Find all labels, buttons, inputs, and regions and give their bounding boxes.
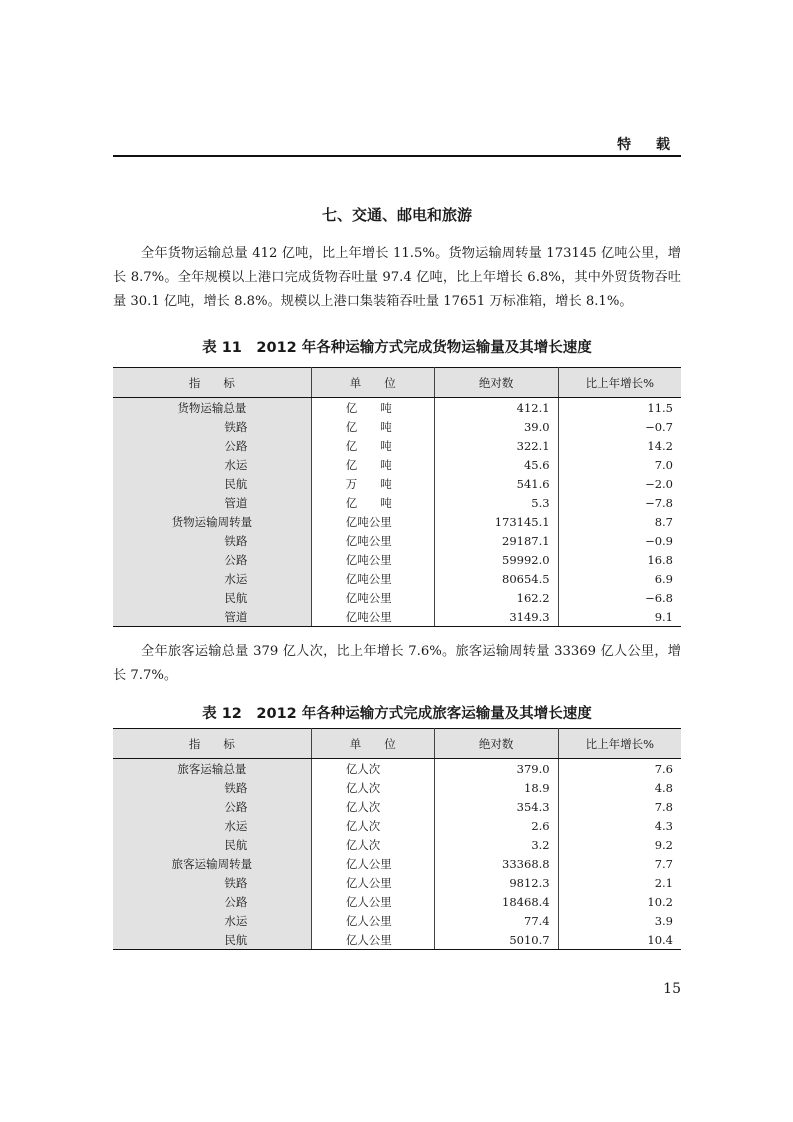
row-absolute-value: 29187.1 bbox=[434, 531, 558, 550]
header-unit: 单 位 bbox=[311, 729, 434, 759]
row-absolute-value: 9812.3 bbox=[434, 873, 558, 892]
row-unit: 亿吨公里 bbox=[311, 531, 434, 550]
row-name: 水运 bbox=[224, 457, 248, 472]
row-name-cell bbox=[113, 417, 311, 436]
paragraph-passenger: 全年旅客运输总量 379 亿人次，比上年增长 7.6%。旅客运输周转量 33369 亿人公里，增长 7.7%。 bbox=[113, 644, 681, 683]
row-unit: 亿吨公里 bbox=[311, 607, 434, 627]
table-row bbox=[113, 569, 681, 588]
section-title: 七、交通、邮电和旅游 bbox=[321, 206, 472, 224]
row-growth-rate: 7.0 bbox=[654, 457, 673, 472]
table-row bbox=[113, 778, 681, 797]
row-growth-rate: 9.1 bbox=[558, 607, 681, 627]
row-name-cell bbox=[113, 607, 311, 627]
row-unit: 亿 吨 bbox=[311, 436, 434, 455]
row-growth-rate: −0.9 bbox=[645, 533, 673, 548]
row-unit: 亿人次 bbox=[311, 816, 434, 835]
row-absolute-value: 2.6 bbox=[434, 816, 558, 835]
row-name-cell bbox=[113, 930, 311, 950]
row-absolute-value: 322.1 bbox=[434, 436, 558, 455]
row-name: 旅客运输周转量 bbox=[171, 856, 253, 871]
row-unit: 亿吨公里 bbox=[311, 512, 434, 531]
table-row bbox=[113, 417, 681, 436]
row-absolute-value: 39.0 bbox=[434, 417, 558, 436]
header-absolute: 绝对数 bbox=[434, 729, 558, 759]
row-growth-rate: −7.8 bbox=[645, 495, 673, 510]
row-name-cell bbox=[113, 911, 311, 930]
row-name: 铁路 bbox=[224, 875, 248, 890]
table-row bbox=[113, 550, 681, 569]
row-absolute-value: 5010.7 bbox=[434, 930, 558, 950]
row-name-cell bbox=[113, 797, 311, 816]
row-growth-rate: 11.5 bbox=[647, 400, 673, 415]
row-name-cell bbox=[113, 778, 311, 797]
row-growth-rate: 16.8 bbox=[647, 552, 673, 567]
row-unit: 亿人公里 bbox=[311, 930, 434, 950]
row-unit: 亿人次 bbox=[311, 797, 434, 816]
table-row bbox=[113, 835, 681, 854]
table-row bbox=[113, 455, 681, 474]
row-unit: 亿人次 bbox=[311, 835, 434, 854]
row-name-cell bbox=[113, 892, 311, 911]
row-name-cell bbox=[113, 759, 311, 779]
row-growth-rate: 4.3 bbox=[654, 818, 673, 833]
row-name: 旅客运输总量 bbox=[177, 761, 247, 776]
table-row bbox=[113, 816, 681, 835]
row-unit: 亿人公里 bbox=[311, 892, 434, 911]
table-11 bbox=[113, 367, 681, 627]
row-name-cell bbox=[113, 816, 311, 835]
row-name-cell bbox=[113, 569, 311, 588]
row-name-cell bbox=[113, 436, 311, 455]
row-name-cell bbox=[113, 474, 311, 493]
row-growth-rate: 9.2 bbox=[654, 837, 673, 852]
table-header-row bbox=[113, 729, 681, 759]
page-number: 15 bbox=[663, 981, 681, 997]
row-name: 水运 bbox=[224, 818, 248, 833]
row-unit: 亿人公里 bbox=[311, 911, 434, 930]
row-name-cell bbox=[113, 512, 311, 531]
row-growth-rate: 7.6 bbox=[654, 761, 673, 776]
row-name: 管道 bbox=[224, 609, 248, 624]
row-unit: 亿吨公里 bbox=[311, 588, 434, 607]
row-absolute-value: 541.6 bbox=[434, 474, 558, 493]
row-unit: 亿人公里 bbox=[311, 854, 434, 873]
row-absolute-value: 412.1 bbox=[434, 398, 558, 418]
row-name: 民航 bbox=[224, 837, 248, 852]
row-growth-rate: 8.7 bbox=[654, 514, 673, 529]
row-name: 公路 bbox=[224, 438, 248, 453]
header-growth: 比上年增长% bbox=[558, 729, 681, 759]
row-growth-rate: 4.8 bbox=[654, 780, 673, 795]
row-name: 货物运输总量 bbox=[177, 400, 247, 415]
row-name-cell bbox=[113, 550, 311, 569]
row-unit: 万 吨 bbox=[311, 474, 434, 493]
row-name-cell bbox=[113, 398, 311, 418]
table-row bbox=[113, 607, 681, 627]
table-row bbox=[113, 854, 681, 873]
row-absolute-value: 3.2 bbox=[434, 835, 558, 854]
row-growth-rate: 10.4 bbox=[558, 930, 681, 950]
row-growth-rate: 2.1 bbox=[654, 875, 673, 890]
table-12-title: 表 12 2012 年各种运输方式完成旅客运输量及其增长速度 bbox=[202, 706, 592, 722]
row-name: 民航 bbox=[224, 476, 248, 491]
table-row bbox=[113, 588, 681, 607]
row-unit: 亿人公里 bbox=[311, 873, 434, 892]
header-indicator: 指 标 bbox=[113, 729, 311, 759]
table-row bbox=[113, 930, 681, 950]
row-growth-rate: −2.0 bbox=[645, 476, 673, 491]
row-name: 铁路 bbox=[224, 533, 248, 548]
row-name: 公路 bbox=[224, 799, 248, 814]
row-name: 水运 bbox=[224, 571, 248, 586]
row-absolute-value: 162.2 bbox=[434, 588, 558, 607]
row-unit: 亿吨公里 bbox=[311, 550, 434, 569]
row-growth-rate: 7.8 bbox=[654, 799, 673, 814]
row-growth-rate: −0.7 bbox=[645, 419, 673, 434]
row-name: 管道 bbox=[224, 495, 248, 510]
row-growth-rate: 10.2 bbox=[647, 894, 673, 909]
row-unit: 亿人次 bbox=[311, 759, 434, 779]
row-unit: 亿 吨 bbox=[311, 493, 434, 512]
row-name-cell bbox=[113, 835, 311, 854]
running-header-label: 特 载 bbox=[617, 137, 680, 153]
table-row bbox=[113, 512, 681, 531]
table-row bbox=[113, 911, 681, 930]
row-name: 水运 bbox=[224, 913, 248, 928]
table-row bbox=[113, 797, 681, 816]
table-12-body bbox=[113, 759, 681, 950]
table-11-title: 表 11 2012 年各种运输方式完成货物运输量及其增长速度 bbox=[202, 340, 592, 356]
row-absolute-value: 33368.8 bbox=[434, 854, 558, 873]
table-row bbox=[113, 892, 681, 911]
table-row bbox=[113, 493, 681, 512]
table-row bbox=[113, 436, 681, 455]
row-absolute-value: 3149.3 bbox=[434, 607, 558, 627]
row-absolute-value: 77.4 bbox=[434, 911, 558, 930]
table-row bbox=[113, 474, 681, 493]
row-unit: 亿 吨 bbox=[311, 455, 434, 474]
header-absolute: 绝对数 bbox=[434, 368, 558, 398]
row-absolute-value: 80654.5 bbox=[434, 569, 558, 588]
row-unit: 亿吨公里 bbox=[311, 569, 434, 588]
row-unit: 亿 吨 bbox=[311, 398, 434, 418]
header-unit: 单 位 bbox=[311, 368, 434, 398]
row-name-cell bbox=[113, 493, 311, 512]
table-12 bbox=[113, 728, 681, 950]
row-growth-rate: 14.2 bbox=[647, 438, 673, 453]
row-growth-rate: 3.9 bbox=[654, 913, 673, 928]
row-name: 铁路 bbox=[224, 780, 248, 795]
row-name: 民航 bbox=[224, 932, 248, 947]
table-row bbox=[113, 531, 681, 550]
row-absolute-value: 379.0 bbox=[434, 759, 558, 779]
row-growth-rate: 7.7 bbox=[654, 856, 673, 871]
table-header-row bbox=[113, 368, 681, 398]
row-name: 公路 bbox=[224, 552, 248, 567]
row-unit: 亿 吨 bbox=[311, 417, 434, 436]
table-11-body bbox=[113, 398, 681, 627]
row-name-cell bbox=[113, 588, 311, 607]
row-absolute-value: 18468.4 bbox=[434, 892, 558, 911]
row-name: 民航 bbox=[224, 590, 248, 605]
header-rule bbox=[113, 155, 681, 157]
row-name: 铁路 bbox=[224, 419, 248, 434]
table-row bbox=[113, 398, 681, 418]
row-growth-rate: −6.8 bbox=[645, 590, 673, 605]
row-absolute-value: 5.3 bbox=[434, 493, 558, 512]
row-unit: 亿人次 bbox=[311, 778, 434, 797]
row-absolute-value: 45.6 bbox=[434, 455, 558, 474]
header-indicator: 指 标 bbox=[113, 368, 311, 398]
paragraph-freight: 全年货物运输总量 412 亿吨，比上年增长 11.5%。货物运输周转量 173145 亿吨公里，增长 8.7%。全年规模以上港口完成货物吞吐量 97.4 亿吨，比上年增长 6.8%，其中外贸货物吞吐量 30.1 亿吨，增长 8.8%。规模以上港口集装箱吞吐量 17651 万标准箱，增长 8.1%。 bbox=[113, 246, 681, 309]
table-row bbox=[113, 873, 681, 892]
row-name-cell bbox=[113, 854, 311, 873]
row-name-cell bbox=[113, 455, 311, 474]
row-absolute-value: 173145.1 bbox=[434, 512, 558, 531]
row-name-cell bbox=[113, 873, 311, 892]
row-growth-rate: 6.9 bbox=[654, 571, 673, 586]
row-name: 货物运输周转量 bbox=[171, 514, 253, 529]
row-absolute-value: 354.3 bbox=[434, 797, 558, 816]
header-growth: 比上年增长% bbox=[558, 368, 681, 398]
row-absolute-value: 59992.0 bbox=[434, 550, 558, 569]
table-row bbox=[113, 759, 681, 779]
row-name-cell bbox=[113, 531, 311, 550]
row-absolute-value: 18.9 bbox=[434, 778, 558, 797]
row-name: 公路 bbox=[224, 894, 248, 909]
